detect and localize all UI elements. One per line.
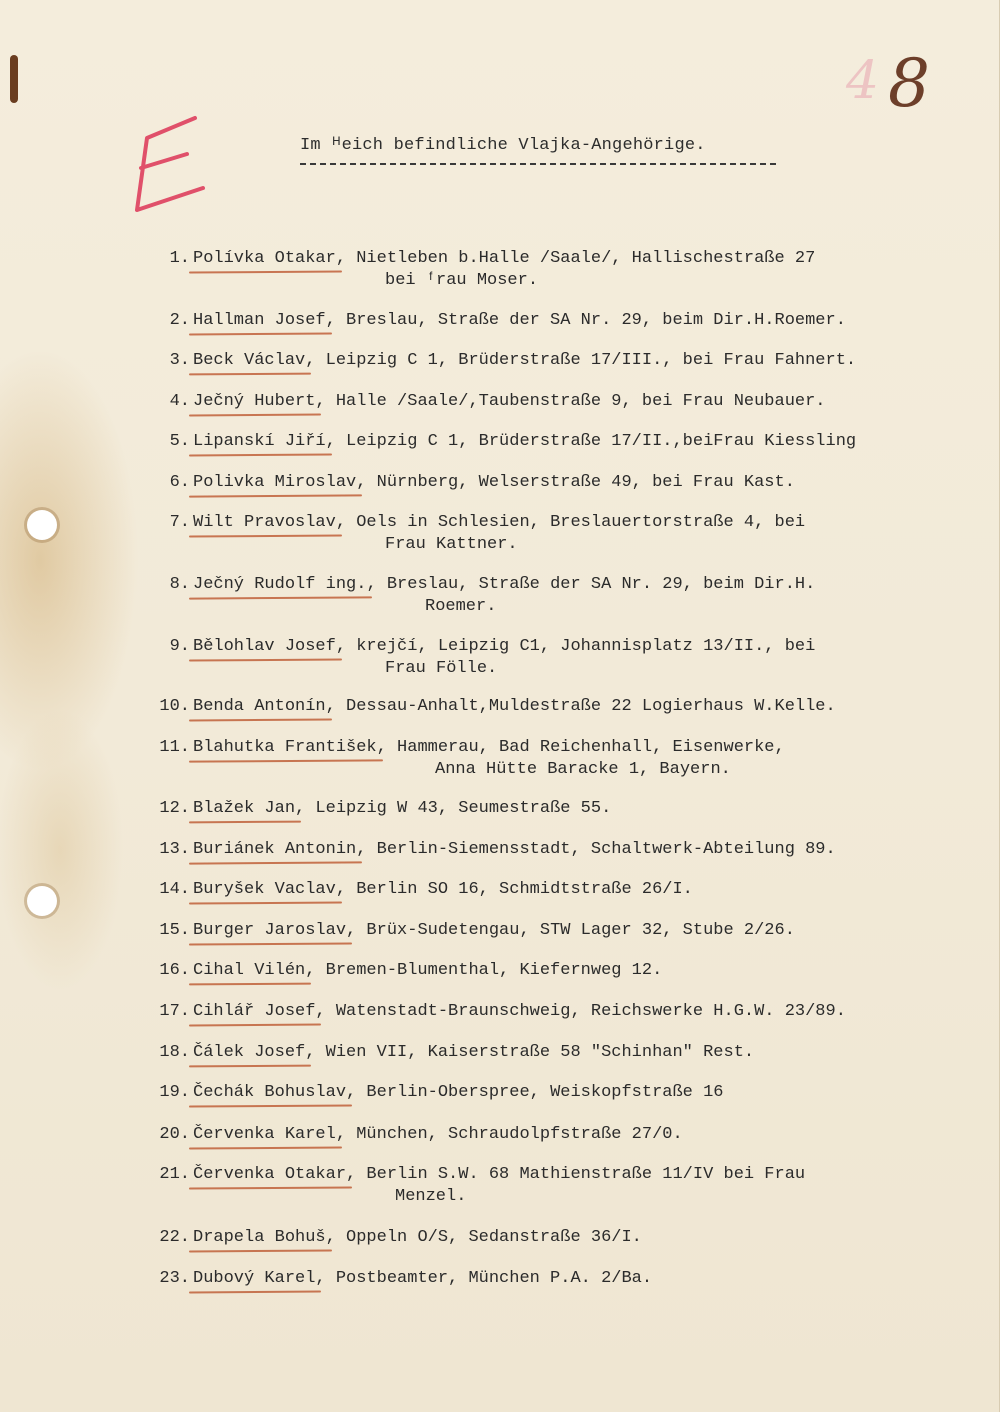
folio-number-text <box>838 40 839 41</box>
entry-first-line <box>140 1164 990 1186</box>
entry-address: , Oels in Schlesien, Breslauertorstraße 4, bei <box>335 513 806 532</box>
entry-name: Lipanskí Jiří <box>193 432 326 451</box>
entry-first-line <box>140 1042 990 1064</box>
entry-name: Čálek Josef <box>193 1043 306 1062</box>
entry-address: , Berlin-Oberspree, Weiskopfstraße 16 <box>346 1083 724 1102</box>
entry-number: 2. <box>169 311 190 330</box>
entry-first-line <box>140 431 1000 453</box>
entry-address: , Wien VII, Kaiserstraße 58 "Schinhan" Rest. <box>305 1043 755 1062</box>
entry-first-line <box>140 1227 990 1249</box>
entry-first-line <box>140 248 990 270</box>
punch-hole-bottom <box>27 886 57 916</box>
entry-address: , Bremen-Blumenthal, Kiefernweg 12. <box>305 961 663 980</box>
entry-first-line <box>140 1124 990 1146</box>
list-item <box>140 798 990 820</box>
list-item <box>140 310 990 332</box>
entry-first-line <box>140 350 990 372</box>
entry-address: , München, Schraudolpfstraße 27/0. <box>335 1125 683 1144</box>
paper-clip <box>10 55 18 103</box>
entry-continuation: Anna Hütte Baracke 1, Bayern. <box>435 760 731 779</box>
entry-address: , krejčí, Leipzig C1, Johannisplatz 13/II., bei <box>335 637 816 656</box>
entry-name: Ječný Hubert <box>193 392 316 411</box>
margin-mark-text <box>125 110 126 111</box>
entry-name: Dubový Karel <box>193 1269 316 1288</box>
entry-address: , Berlin-Siemensstadt, Schaltwerk-Abteilung 89. <box>356 840 836 859</box>
entry-number: 17. <box>159 1002 190 1021</box>
entry-first-line <box>140 310 990 332</box>
entry-name: Blahutka František <box>193 738 377 757</box>
entry-first-line <box>140 798 990 820</box>
entry-address: , Leipzig C 1, Brüderstraße 17/II.,beiFrau Kiessling <box>325 432 857 451</box>
entry-address: , Nürnberg, Welserstraße 49, bei Frau Kast. <box>356 473 795 492</box>
entry-first-line <box>140 1001 990 1023</box>
list-item <box>140 574 990 618</box>
list-item <box>140 1124 990 1146</box>
entry-number: 7. <box>169 513 190 532</box>
entry-first-line <box>140 472 990 494</box>
entry-first-line <box>140 512 990 534</box>
list-item <box>140 431 1000 453</box>
entry-continuation: Frau Kattner. <box>385 535 518 554</box>
entry-name: Beck Václav <box>193 351 306 370</box>
entry-number: 3. <box>169 351 190 370</box>
entry-number: 14. <box>159 880 190 899</box>
entry-number: 15. <box>159 921 190 940</box>
entry-name: Buryšek Vaclav <box>193 880 336 899</box>
list-item <box>140 1164 990 1208</box>
entry-number: 5. <box>169 432 190 451</box>
list-item <box>140 920 990 942</box>
entry-address: , Hammerau, Bad Reichenhall, Eisenwerke, <box>376 738 785 757</box>
entry-number: 6. <box>169 473 190 492</box>
entry-address: , Postbeamter, München P.A. 2/Ba. <box>315 1269 653 1288</box>
document-title: Im ᴴeich befindliche Vlajka-Angehörige. <box>300 136 706 155</box>
entry-first-line <box>140 636 990 658</box>
entry-first-line <box>140 839 990 861</box>
entry-name: Hallman Josef <box>193 311 326 330</box>
list-item <box>140 1001 990 1023</box>
entry-address: , Breslau, Straße der SA Nr. 29, beim Dir.H. <box>366 575 816 594</box>
list-item <box>140 1268 990 1290</box>
entry-first-line <box>140 960 990 982</box>
entry-number: 13. <box>159 840 190 859</box>
entry-name: Červenka Karel <box>193 1125 336 1144</box>
entry-name: Drapela Bohuš <box>193 1228 326 1247</box>
entry-first-line <box>140 879 990 901</box>
entry-address: , Leipzig W 43, Seumestraße 55. <box>295 799 612 818</box>
entry-continuation: Menzel. <box>395 1187 467 1206</box>
entry-continuation: Roemer. <box>425 597 497 616</box>
entry-number: 16. <box>159 961 190 980</box>
entry-first-line <box>140 1268 990 1290</box>
list-item <box>140 737 990 781</box>
list-item <box>140 636 990 680</box>
entry-address: , Breslau, Straße der SA Nr. 29, beim Dir.H.Roemer. <box>325 311 846 330</box>
entry-first-line <box>140 574 990 596</box>
margin-mark-e <box>125 110 215 220</box>
entry-number: 12. <box>159 799 190 818</box>
entry-name: Benda Antonín <box>193 697 326 716</box>
list-item <box>140 350 990 372</box>
entry-number: 20. <box>159 1125 190 1144</box>
entry-number: 21. <box>159 1165 190 1184</box>
entry-first-line <box>140 391 990 413</box>
entry-number: 23. <box>159 1269 190 1288</box>
entry-number: 10. <box>159 697 190 716</box>
entry-address: , Brüx-Sudetengau, STW Lager 32, Stube 2/26. <box>346 921 795 940</box>
entry-first-line <box>140 920 990 942</box>
list-item <box>140 879 990 901</box>
entry-number: 19. <box>159 1083 190 1102</box>
entry-address: , Watenstadt-Braunschweig, Reichswerke H.G.W. 23/89. <box>315 1002 846 1021</box>
entry-address: , Halle /Saale/,Taubenstraße 9, bei Frau Neubauer. <box>315 392 826 411</box>
entry-name: Polívka Otakar <box>193 249 336 268</box>
entry-name: Blažek Jan <box>193 799 296 818</box>
entry-address: , Nietleben b.Halle /Saale/, Hallischestraße 27 <box>335 249 816 268</box>
entry-first-line <box>140 696 990 718</box>
title-underline <box>300 163 776 165</box>
entry-name: Cihlář Josef <box>193 1002 316 1021</box>
entry-name: Buriánek Antonin <box>193 840 357 859</box>
entry-address: , Oppeln O/S, Sedanstraße 36/I. <box>325 1228 642 1247</box>
entry-number: 9. <box>169 637 190 656</box>
list-item <box>140 472 990 494</box>
list-item <box>140 1227 990 1249</box>
folio-number <box>838 40 948 120</box>
entry-name: Čechák Bohuslav <box>193 1083 347 1102</box>
entry-number: 1. <box>169 249 190 268</box>
entry-number: 8. <box>169 575 190 594</box>
list-item <box>140 248 990 292</box>
entry-name: Wilt Pravoslav <box>193 513 336 532</box>
entry-address: , Berlin SO 16, Schmidtstraße 26/I. <box>335 880 693 899</box>
list-item <box>140 1082 990 1104</box>
folio-number-faint: 4 <box>846 51 880 111</box>
entry-address: , Dessau-Anhalt,Muldestraße 22 Logierhaus W.Kelle. <box>325 697 836 716</box>
folio-number-dark: 8 <box>888 45 930 120</box>
entry-number: 22. <box>159 1228 190 1247</box>
entry-continuation: Frau Fölle. <box>385 659 498 678</box>
entry-number: 18. <box>159 1043 190 1062</box>
entry-name: Ječný Rudolf ing. <box>193 575 367 594</box>
entry-first-line <box>140 737 990 759</box>
list-item <box>140 512 990 556</box>
entry-name: Červenka Otakar <box>193 1165 347 1184</box>
entry-name: Polivka Miroslav <box>193 473 357 492</box>
list-item <box>140 839 990 861</box>
entry-address: , Berlin S.W. 68 Mathienstraße 11/IV bei Frau <box>346 1165 806 1184</box>
entry-name: Bělohlav Josef <box>193 637 336 656</box>
entry-address: , Leipzig C 1, Brüderstraße 17/III., bei Frau Fahnert. <box>305 351 857 370</box>
list-item <box>140 960 990 982</box>
entry-continuation: bei ᶠrau Moser. <box>385 271 539 290</box>
entry-name: Cihal Vilén <box>193 961 306 980</box>
list-item <box>140 391 990 413</box>
list-item <box>140 696 990 718</box>
entry-name: Burger Jaroslav <box>193 921 347 940</box>
list-item <box>140 1042 990 1064</box>
punch-hole-top <box>27 510 57 540</box>
entry-number: 11. <box>159 738 190 757</box>
entry-number: 4. <box>169 392 190 411</box>
entry-first-line <box>140 1082 990 1104</box>
